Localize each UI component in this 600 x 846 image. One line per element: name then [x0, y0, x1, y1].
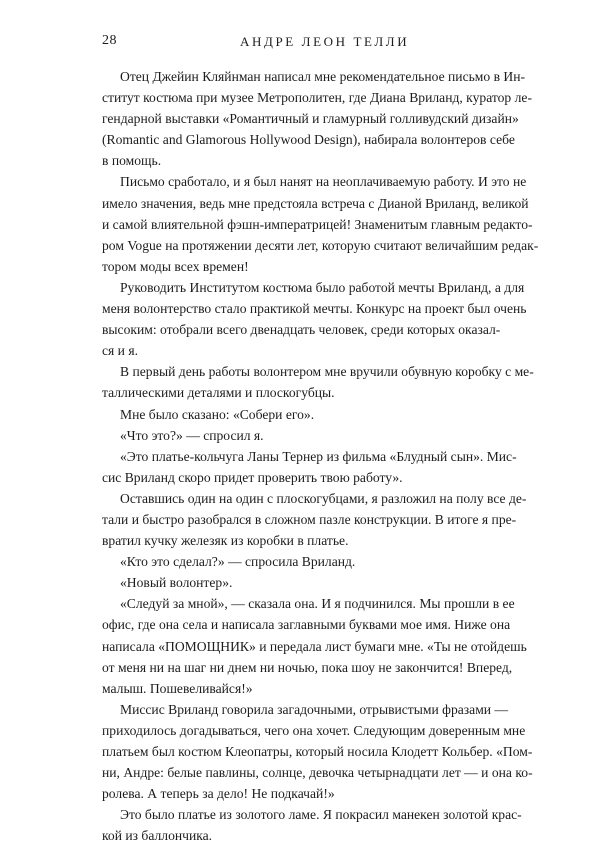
- paragraph-line: высоким: отобрали всего двенадцать человек, среди которых оказал-: [102, 322, 501, 338]
- paragraph-line: таллическими деталями и плоскогубцы.: [102, 385, 335, 401]
- paragraph-line: в помощь.: [102, 153, 162, 169]
- body-text: [102, 66, 539, 846]
- paragraph-line: написала «ПОМОЩНИК» и передала лист бумаги мне. «Ты не отойдешь: [102, 638, 527, 654]
- paragraph-line: В первый день работы волонтером мне вручили обувную коробку с ме-: [120, 364, 534, 380]
- paragraph-line: меня волонтерство стало практикой мечты. Конкурс на проект был очень: [102, 301, 527, 317]
- paragraph-line: тали и быстро разобрался в сложном пазле конструкции. В итоге я пре-: [102, 511, 517, 527]
- paragraph-line: Миссис Вриланд говорила загадочными, отрывистыми фразами —: [120, 701, 509, 717]
- paragraph-line: ни, Андре: белые павлины, солнце, девочка четырнадцати лет — и она ко-: [102, 765, 533, 781]
- paragraph-line: кой из баллончика.: [102, 828, 213, 844]
- paragraph-line: имело значения, ведь мне предстояла встреча с Дианой Вриланд, великой: [102, 195, 529, 211]
- paragraph-line: Письмо сработало, и я был нанят на неоплачиваемую работу. И это не: [120, 174, 527, 190]
- paragraph-line: гендарной выставки «Романтичный и гламурный голливудский дизайн»: [102, 111, 519, 127]
- paragraph-line: и самой влиятельной фэшн-императрицей! Знаменитым главным редакто-: [102, 216, 533, 232]
- paragraph-line: «Следуй за мной», — сказала она. И я подчинился. Мы прошли в ее: [120, 596, 515, 612]
- running-head-author: АНДРЕ ЛЕОН ТЕЛЛИ: [240, 34, 410, 49]
- paragraph-line: платьем был костюм Клеопатры, который носила Клодетт Кольбер. «Пом-: [102, 744, 533, 759]
- paragraph-line: «Это платье-кольчуга Ланы Тернер из фильма «Блудный сын». Мис-: [120, 448, 517, 464]
- paragraph-line: офис, где она села и написала заглавными буквами мое имя. Ниже она: [102, 617, 511, 633]
- paragraph-line: ром Vogue на протяжении десяти лет, которую считают величайшим редак-: [102, 237, 539, 253]
- page-header: [102, 33, 500, 53]
- paragraph-line: Оставшись один на один с плоскогубцами, я разложил на полу все де-: [120, 490, 527, 506]
- paragraph-line: ститут костюма при музее Метрополитен, где Диана Вриланд, куратор ле-: [102, 90, 532, 106]
- page-number: 28: [102, 33, 117, 48]
- paragraph-line: Отец Джейин Кляйнман написал мне рекомендательное письмо в Ин-: [120, 69, 526, 84]
- paragraph-line: Это было платье из золотого ламе. Я покрасил манекен золотой крас-: [120, 807, 522, 823]
- paragraph-line: Руководить Институтом костюма было работой мечты Вриланд, а для: [120, 279, 525, 295]
- paragraph-line: от меня ни на шаг ни днем ни ночью, пока шоу не закончится! Вперед,: [102, 659, 513, 675]
- paragraph-line: приходилось догадываться, чего она хочет. Следующим доверенным мне: [102, 722, 526, 738]
- paragraph-line: вратил кучку железяк из коробки в платье.: [102, 533, 349, 549]
- paragraph-line: малыш. Пошевеливайся!»: [102, 680, 253, 696]
- paragraph-line: тором моды всех времен!: [102, 258, 249, 274]
- paragraph-line: (Romantic and Glamorous Hollywood Design), набирала волонтеров себе: [102, 132, 515, 148]
- paragraph-line: «Что это?» — спросил я.: [120, 427, 264, 443]
- paragraph-line: ролева. А теперь за дело! Не подкачай!»: [102, 786, 335, 802]
- paragraph-line: «Новый волонтер».: [120, 575, 233, 591]
- paragraph-line: Мне было сказано: «Собери его».: [120, 406, 315, 422]
- paragraph-line: «Кто это сделал?» — спросила Вриланд.: [120, 554, 356, 570]
- paragraph-line: ся и я.: [102, 343, 139, 359]
- paragraph-line: сис Вриланд скоро придет проверить твою работу».: [102, 469, 403, 485]
